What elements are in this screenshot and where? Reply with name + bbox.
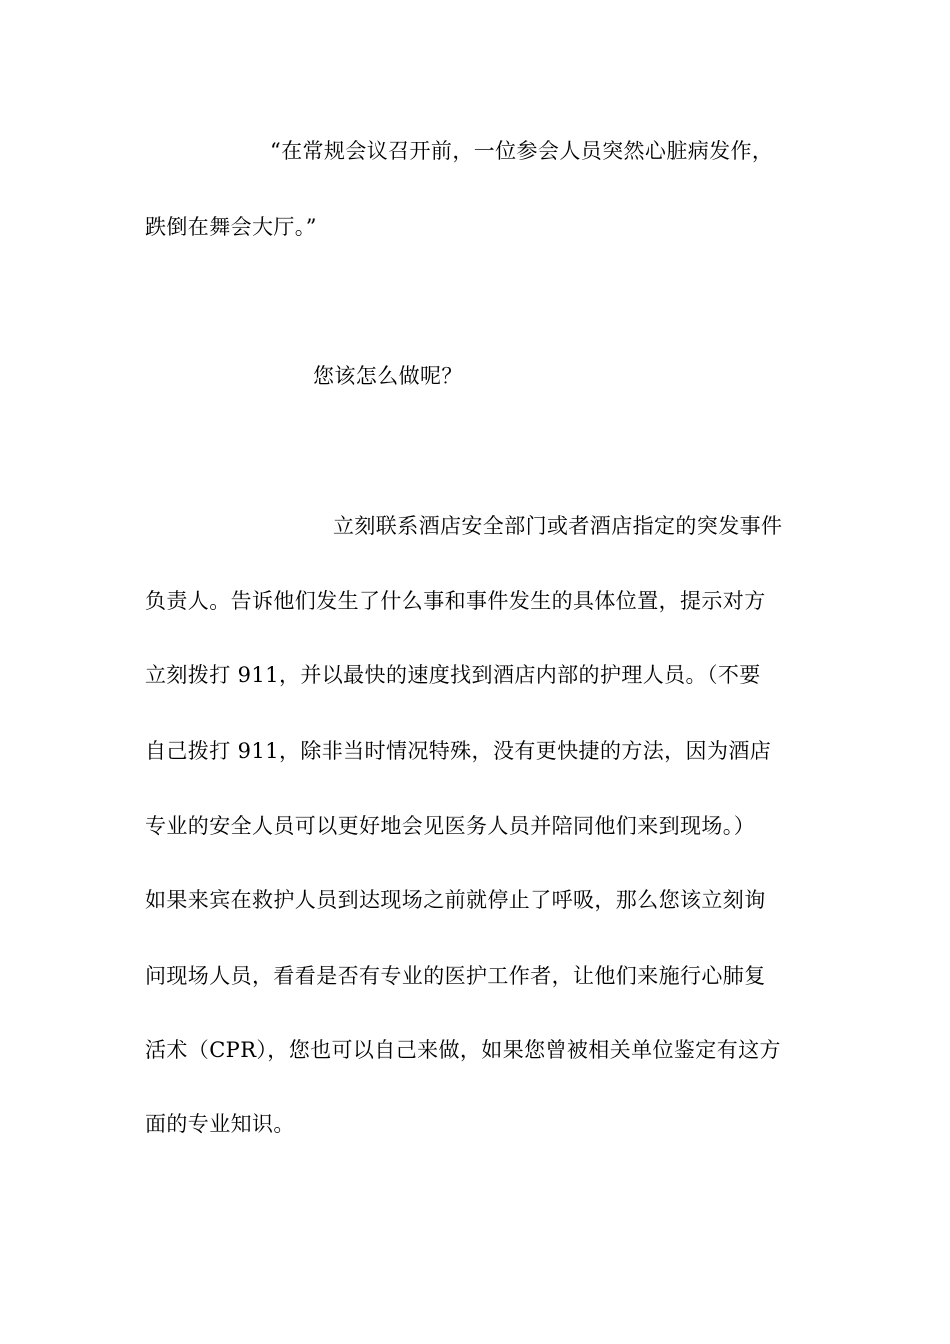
answer-line-5: 专业的安全人员可以更好地会见医务人员并陪同他们来到现场。） (145, 814, 756, 838)
answer-line-7: 问现场人员，看看是否有专业的医护工作者，让他们来施行心肺复 (145, 964, 766, 988)
answer-line-3: 立刻拨打 911，并以最快的速度找到酒店内部的护理人员。（不要 (145, 663, 761, 687)
question-text: 您该怎么做呢？ (313, 364, 463, 388)
quote-line-2: 跌倒在舞会大厅。” (145, 215, 317, 239)
answer-line-6: 如果来宾在救护人员到达现场之前就停止了呼吸，那么您该立刻询 (145, 888, 766, 912)
answer-line-9: 面的专业知识。 (145, 1112, 295, 1136)
answer-line-2: 负责人。告诉他们发生了什么事和事件发生的具体位置，提示对方 (145, 589, 766, 613)
quote-line-1: “在常规会议召开前，一位参会人员突然心脏病发作， (270, 139, 774, 163)
answer-line-4: 自己拨打 911，除非当时情况特殊，没有更快捷的方法，因为酒店 (145, 739, 772, 763)
answer-line-8: 活术（CPR），您也可以自己来做，如果您曾被相关单位鉴定有这方 (145, 1038, 781, 1062)
answer-line-1: 立刻联系酒店安全部门或者酒店指定的突发事件 (333, 514, 783, 538)
